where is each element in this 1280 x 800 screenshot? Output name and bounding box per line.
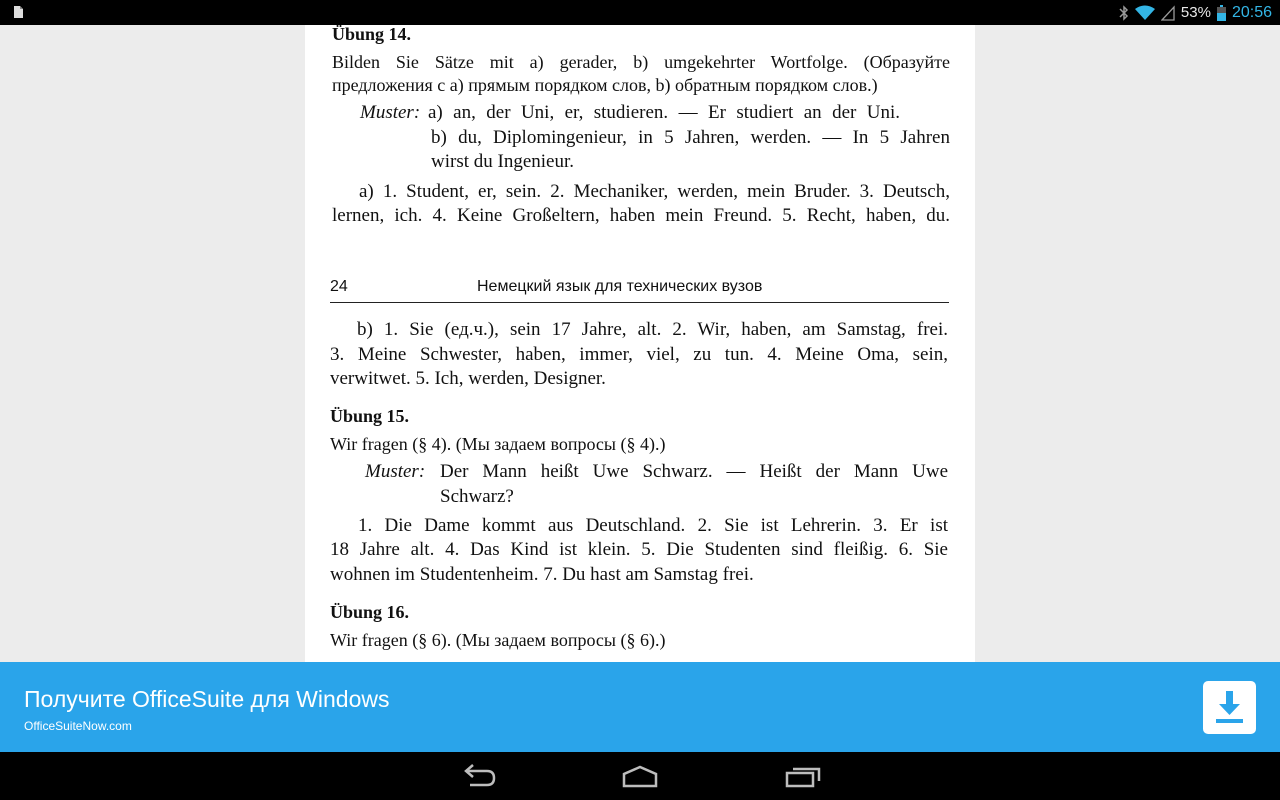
bluetooth-icon <box>1119 5 1129 21</box>
muster-line: a) an, der Uni, er, studieren. — Er studiert an der Uni. <box>428 102 900 123</box>
download-button[interactable] <box>1203 681 1256 734</box>
muster-line: Der Mann heißt Uwe Schwarz. — Heißt der Mann Uwe <box>440 461 948 482</box>
recent-apps-button[interactable] <box>779 762 827 792</box>
banner-title[interactable]: Получите OfficeSuite для Windows <box>24 686 390 712</box>
home-button[interactable] <box>616 762 664 792</box>
instruction-line: предложения с а) прямым порядком слов, b) обратным порядком слов.) <box>332 75 878 95</box>
page-number: 24 <box>330 278 348 295</box>
navigation-bar <box>0 752 1280 800</box>
instruction-line: Wir fragen (§ 6). (Мы задаем вопросы (§ 6).) <box>330 630 666 650</box>
instruction-line: Bilden Sie Sätze mit a) gerader, b) umgekehrter Wortfolge. (Образуйте <box>332 52 950 72</box>
clock: 20:56 <box>1231 3 1272 21</box>
exercise-line: 1. Die Dame kommt aus Deutschland. 2. Sie ist Lehrerin. 3. Er ist <box>358 515 948 536</box>
battery-percent: 53% <box>1180 4 1211 21</box>
muster-label: Muster: <box>360 102 421 123</box>
home-icon <box>616 762 664 792</box>
exercise-line: a) 1. Student, er, sein. 2. Mechaniker, werden, mein Bruder. 3. Deutsch, <box>359 181 950 202</box>
document-page <box>305 254 975 662</box>
exercise-heading: Übung 16. <box>330 602 410 622</box>
muster-line: b) du, Diplomingenieur, in 5 Jahren, werden. — In 5 Jahren <box>431 127 950 148</box>
exercise-line: b) 1. Sie (ед.ч.), sein 17 Jahre, alt. 2. Wir, haben, am Samstag, frei. <box>357 319 948 340</box>
exercise-line: verwitwet. 5. Ich, werden, Designer. <box>330 368 606 389</box>
running-title: Немецкий язык для технических вузов <box>477 278 763 295</box>
banner-link[interactable]: OfficeSuiteNow.com <box>24 719 132 733</box>
document-page <box>305 25 975 255</box>
exercise-heading: Übung 14. <box>332 25 412 44</box>
document-viewer[interactable] <box>0 25 1280 662</box>
battery-icon <box>1217 5 1226 21</box>
muster-line: Schwarz? <box>440 486 514 507</box>
download-icon <box>1216 691 1243 724</box>
back-icon <box>454 762 502 792</box>
signal-icon <box>1161 5 1175 21</box>
exercise-line: 3. Meine Schwester, haben, immer, viel, zu tun. 4. Meine Oma, sein, <box>330 344 948 365</box>
instruction-line: Wir fragen (§ 4). (Мы задаем вопросы (§ 4).) <box>330 434 666 454</box>
running-header <box>330 274 949 303</box>
promo-banner[interactable] <box>0 662 1280 752</box>
exercise-heading: Übung 15. <box>330 406 410 426</box>
muster-label: Muster: <box>365 461 426 482</box>
muster-line: wirst du Ingenieur. <box>431 151 575 172</box>
file-icon <box>14 6 23 18</box>
recent-apps-icon <box>779 762 827 792</box>
exercise-line: 18 Jahre alt. 4. Das Kind ist klein. 5. Die Studenten sind fleißig. 6. Sie <box>330 539 948 560</box>
exercise-line: lernen, ich. 4. Keine Großeltern, haben mein Freund. 5. Recht, haben, du. <box>332 205 950 226</box>
exercise-line: wohnen im Studentenheim. 7. Du hast am Samstag frei. <box>330 564 754 585</box>
status-bar <box>0 0 1280 25</box>
wifi-icon <box>1135 5 1155 21</box>
back-button[interactable] <box>454 762 502 792</box>
